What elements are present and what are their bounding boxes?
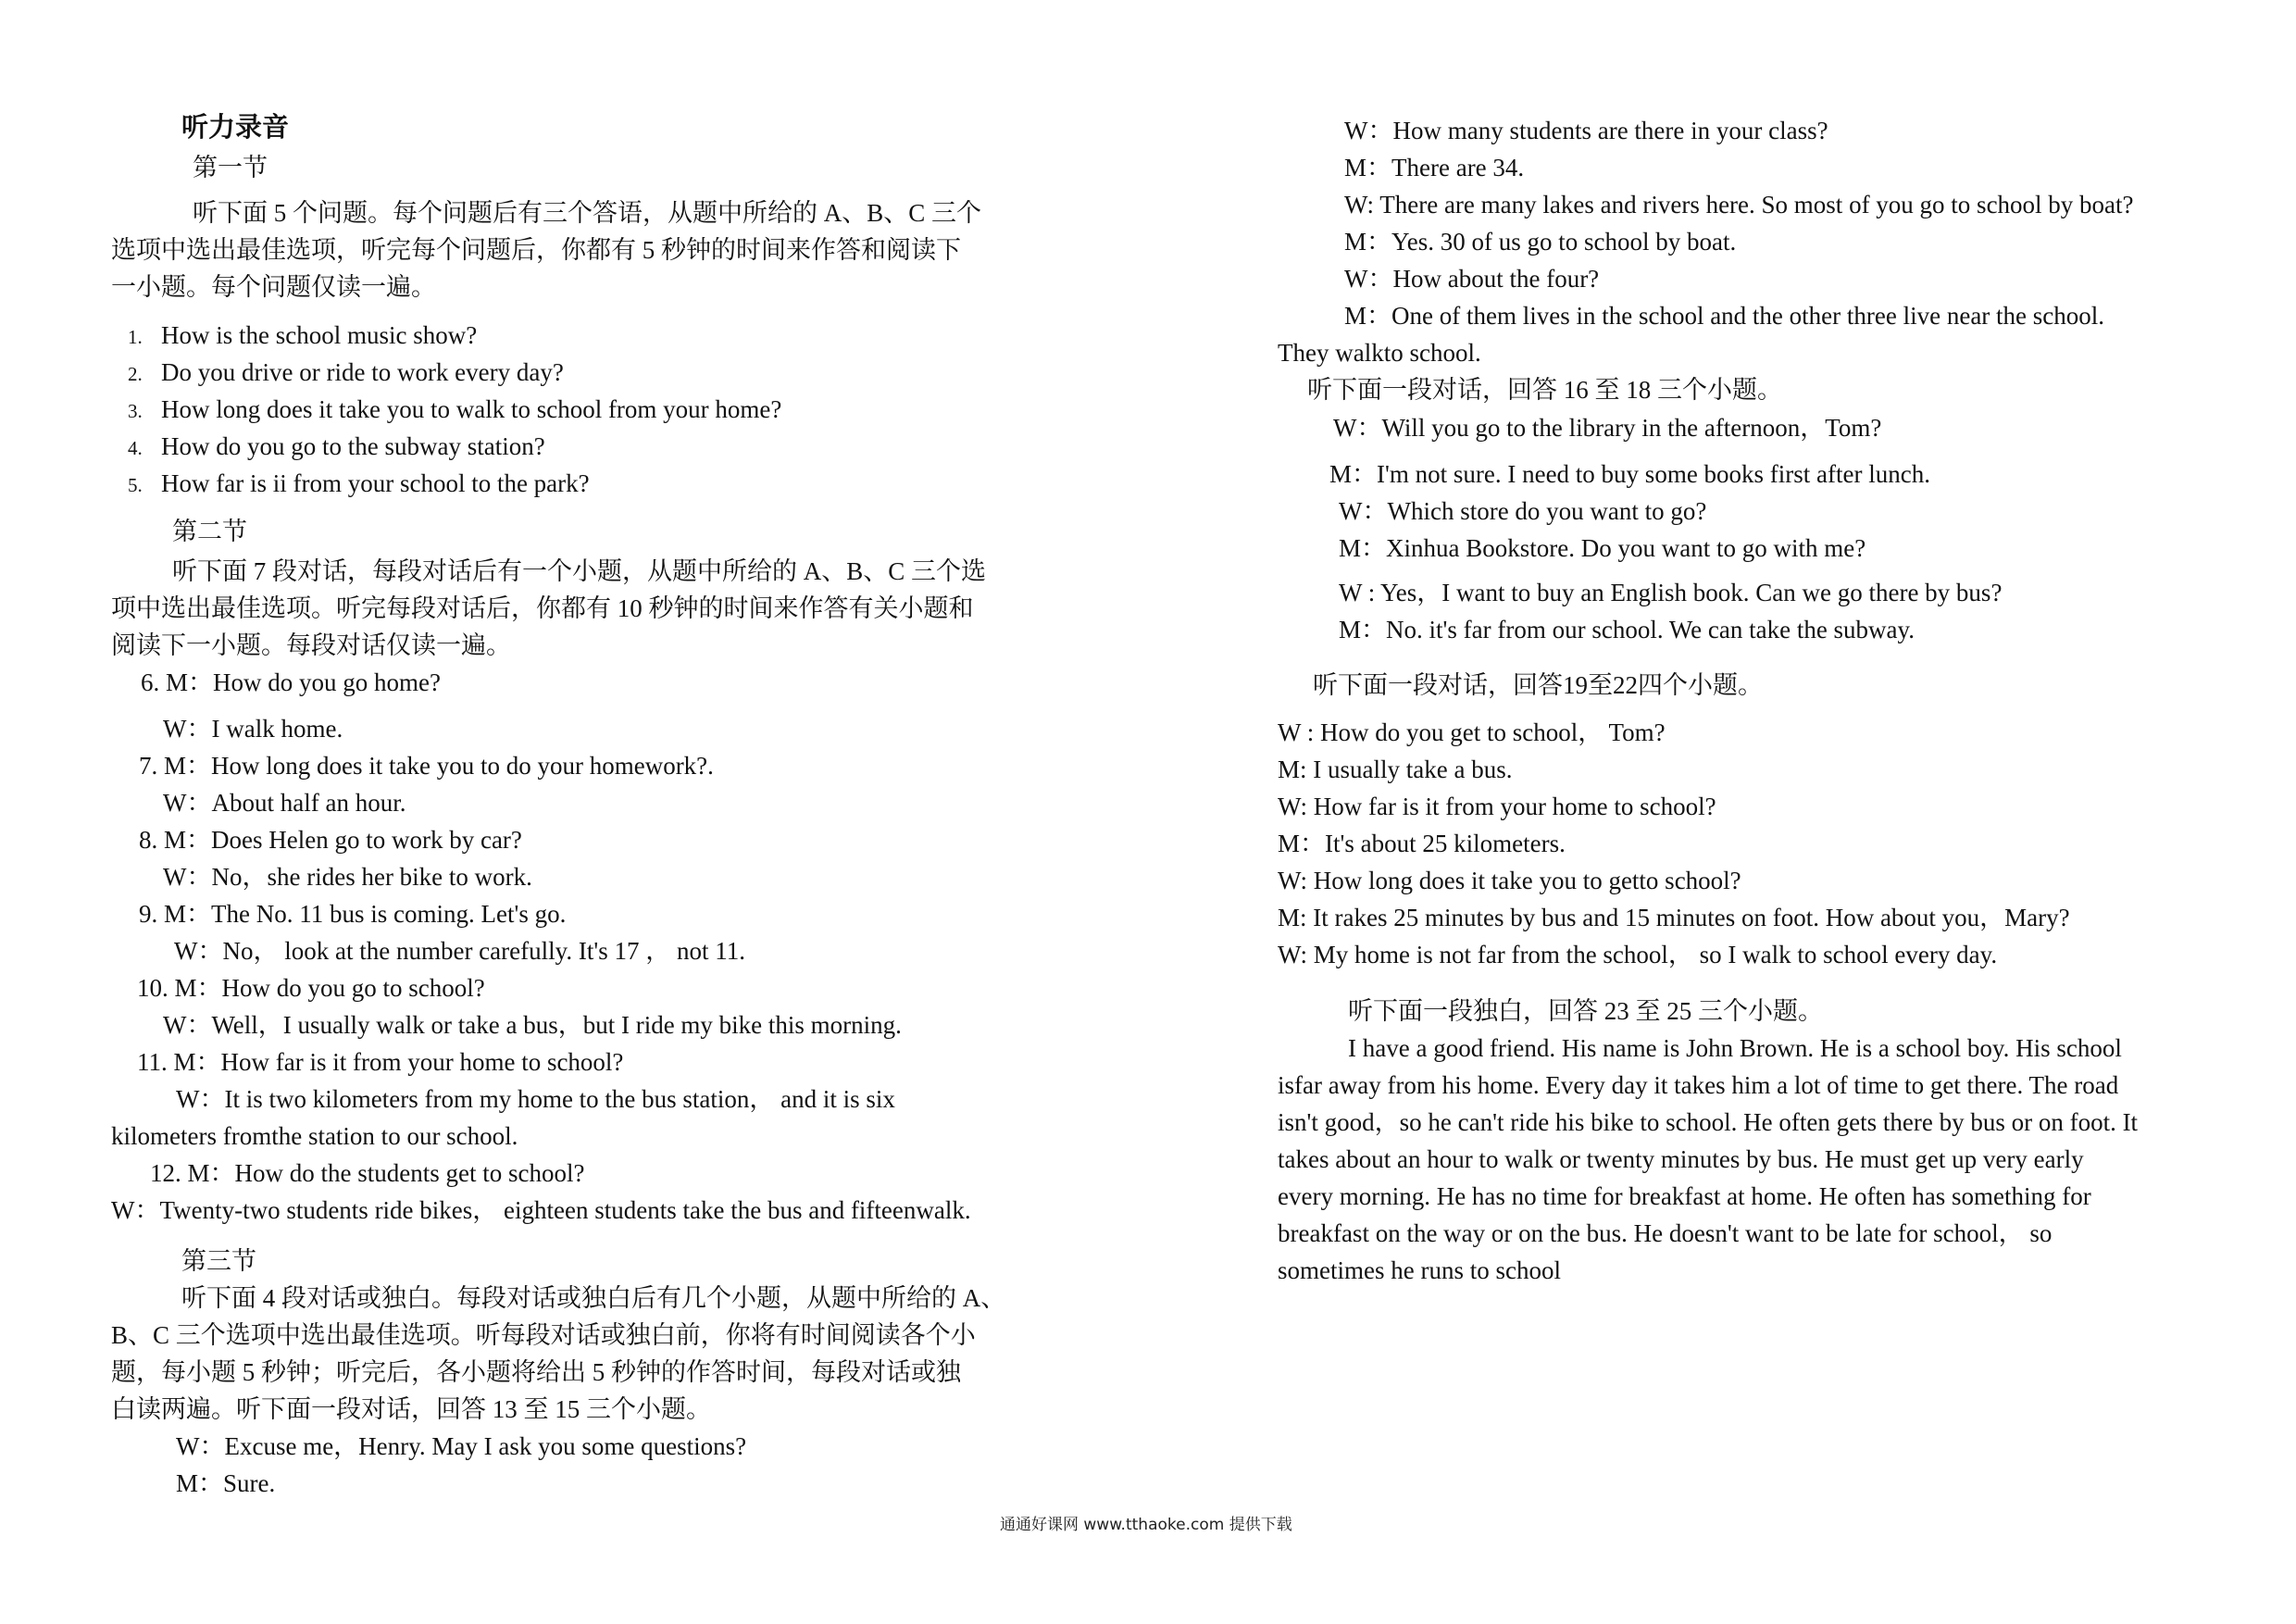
section3-instruction: 听下面 4 段对话或独白。每段对话或独白后有几个小题，从题中所给的 A、	[181, 1284, 1006, 1312]
question-text: How do you go to the subway station?	[161, 432, 545, 460]
section2-instruction: 听下面 7 段对话，每段对话后有一个小题，从题中所给的 A、B、C 三个选	[172, 557, 987, 585]
footer-credit: 通通好课网 www.tthaoke.com 提供下载	[1000, 1516, 1292, 1534]
monologue-line: isn't good，so he can't ride his bike to school. He often gets there by bus or on foot. It	[1278, 1108, 2139, 1136]
section1-instruction: 一小题。每个问题仅读一遍。	[111, 273, 436, 301]
section3-instruction: 题，每小题 5 秒钟；听完后，各小题将给出 5 秒钟的作答时间，每段对话或独	[111, 1358, 961, 1386]
dialogue-line: W：No，she rides her bike to work.	[163, 863, 532, 891]
monologue-line: takes about an hour to walk or twenty minutes by bus. He must get up very early	[1278, 1145, 2084, 1173]
section1-heading: 第一节	[193, 154, 268, 181]
dialogue-line: W：How many students are there in your class?	[1344, 117, 1828, 144]
dialogue-line: W: My home is not far from the school， so I walk to school every day.	[1278, 941, 1998, 968]
dialogue-line: M：I'm not sure. I need to buy some books first after lunch.	[1329, 460, 1930, 488]
question-number: 1.	[128, 326, 143, 348]
question-number: 2.	[128, 363, 143, 385]
dialogue-line: W：I walk home.	[163, 715, 343, 743]
dialogue-line: W：Will you go to the library in the afternoon，Tom?	[1333, 414, 1882, 442]
section-prompt: 听下面一段对话，回答 16 至 18 三个小题。	[1307, 376, 1782, 404]
dialogue-line: W：Twenty-two students ride bikes， eighteen students take the bus and fifteenwalk.	[111, 1196, 971, 1224]
dialogue-line: W : Yes，I want to buy an English book. Can we go there by bus?	[1339, 579, 2003, 606]
question-text: How far is ii from your school to the park?	[161, 469, 590, 497]
section3-heading: 第三节	[181, 1247, 256, 1275]
dialogue-line: M：There are 34.	[1344, 154, 1525, 181]
dialogue-line: 12. M：How do the students get to school?	[150, 1159, 585, 1187]
section-prompt: 听下面一段对话，回答19至22四个小题。	[1313, 671, 1763, 699]
dialogue-line: kilometers fromthe station to our school.	[111, 1122, 518, 1150]
section1-instruction: 选项中选出最佳选项，听完每个问题后，你都有 5 秒钟的时间来作答和阅读下	[111, 236, 961, 264]
page-title: 听力录音	[181, 113, 290, 143]
monologue-line: I have a good friend. His name is John Brown. He is a school boy. His school	[1348, 1034, 2122, 1062]
section1-instruction: 听下面 5 个问题。每个问题后有三个答语，从题中所给的 A、B、C 三个	[193, 199, 982, 227]
question-text: Do you drive or ride to work every day?	[161, 358, 564, 386]
question-text: How is the school music show?	[161, 321, 478, 349]
question-number: 5.	[128, 474, 143, 496]
section2-instruction: 项中选出最佳选项。听完每段对话后，你都有 10 秒钟的时间来作答有关小题和	[111, 594, 974, 622]
dialogue-line: 10. M：How do you go to school?	[137, 974, 485, 1002]
dialogue-line: W：It is two kilometers from my home to the bus station， and it is six	[176, 1085, 895, 1113]
dialogue-line: W: How long does it take you to getto school?	[1278, 867, 1741, 894]
dialogue-line: M: It rakes 25 minutes by bus and 15 minutes on foot. How about you，Mary?	[1278, 904, 2070, 931]
dialogue-line: They walkto school.	[1278, 339, 1481, 367]
section2-instruction: 阅读下一小题。每段对话仅读一遍。	[111, 631, 511, 659]
monologue-line: every morning. He has no time for breakfast at home. He often has something for	[1278, 1182, 2091, 1210]
monologue-line: breakfast on the way or on the bus. He doesn't want to be late for school， so	[1278, 1219, 2053, 1247]
monologue-line: sometimes he runs to school	[1278, 1256, 1561, 1284]
dialogue-line: W：Which store do you want to go?	[1339, 497, 1707, 525]
dialogue-line: 11. M：How far is it from your home to school?	[137, 1048, 624, 1076]
question-number: 3.	[128, 400, 143, 422]
section3-instruction: 白读两遍。听下面一段对话，回答 13 至 15 三个小题。	[111, 1395, 711, 1423]
dialogue-line: W：Excuse me，Henry. May I ask you some questions?	[176, 1432, 747, 1460]
dialogue-line: M：One of them lives in the school and the other three live near the school.	[1344, 302, 2105, 330]
dialogue-line: M：Sure.	[176, 1469, 276, 1497]
dialogue-line: 7. M：How long does it take you to do your homework?.	[139, 752, 714, 780]
dialogue-line: M：Yes. 30 of us go to school by boat.	[1344, 228, 1737, 256]
dialogue-line: W: How far is it from your home to school?	[1278, 793, 1716, 820]
section3-instruction: B、C 三个选项中选出最佳选项。听每段对话或独白前，你将有时间阅读各个小	[111, 1321, 976, 1349]
dialogue-line: W：How about the four?	[1344, 265, 1600, 293]
dialogue-line: W：Well，I usually walk or take a bus，but I ride my bike this morning.	[163, 1011, 902, 1039]
dialogue-line: M：It's about 25 kilometers.	[1278, 830, 1566, 857]
dialogue-line: 9. M：The No. 11 bus is coming. Let's go.	[139, 900, 567, 928]
dialogue-line: W : How do you get to school， Tom?	[1278, 718, 1666, 746]
monologue-line: isfar away from his home. Every day it takes him a lot of time to get there. The road	[1278, 1071, 2119, 1099]
dialogue-line: W：About half an hour.	[163, 789, 406, 817]
question-text: How long does it take you to walk to school from your home?	[161, 395, 782, 423]
dialogue-line: 8. M：Does Helen go to work by car?	[139, 826, 522, 854]
dialogue-line: M：No. it's far from our school. We can take the subway.	[1339, 616, 1915, 643]
section-prompt: 听下面一段独白，回答 23 至 25 三个小题。	[1348, 997, 1823, 1025]
section2-heading: 第二节	[172, 518, 247, 545]
dialogue-line: M: I usually take a bus.	[1278, 756, 1513, 783]
dialogue-line: M：Xinhua Bookstore. Do you want to go with me?	[1339, 534, 1866, 562]
dialogue-line: W: There are many lakes and rivers here. So most of you go to school by boat?	[1344, 191, 2134, 219]
dialogue-line: W：No， look at the number carefully. It's 17 ， not 11.	[174, 937, 745, 965]
question-number: 4.	[128, 437, 143, 459]
dialogue-line: 6. M：How do you go home?	[141, 668, 441, 696]
